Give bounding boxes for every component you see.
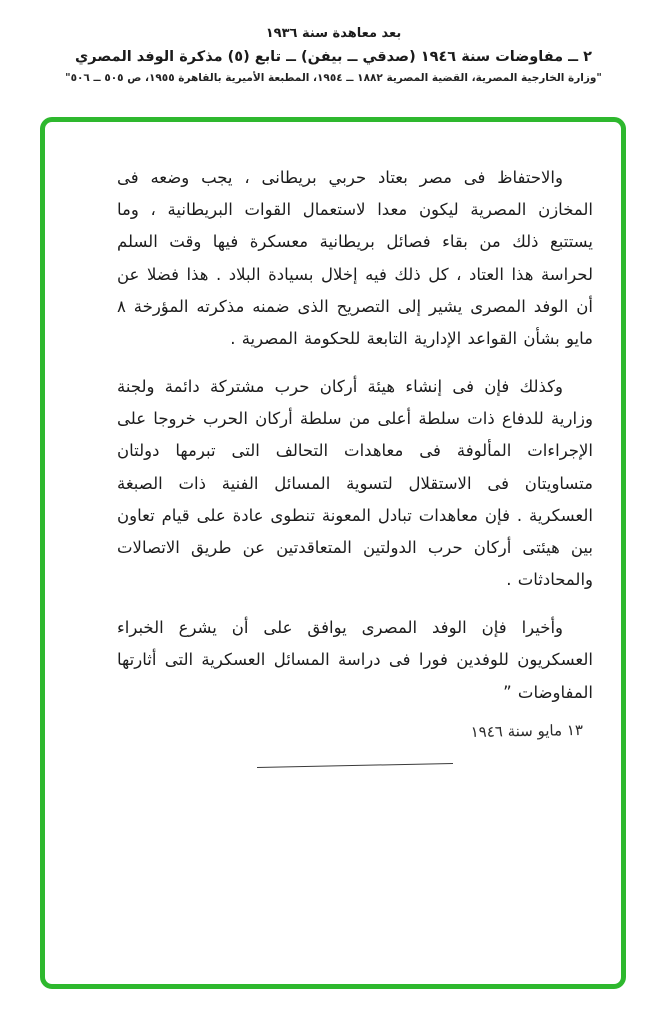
paragraph: وأخيرا فإن الوفد المصرى يوافق على أن يشرع الخبراء العسكريون للوفدين فورا فى دراسة المسائل العسكرية التى أثارتها المفاوضات ”	[117, 618, 593, 702]
date-line: ١٣ مايو سنة ١٩٤٦	[470, 720, 584, 741]
source-citation: "وزارة الخارجية المصرية، القضية المصرية ١٨٨٢ ــ ١٩٥٤، المطبعة الأميرية بالقاهرة ١٩٥٥، ص ٥٠٥ ــ ٥٠٦"	[65, 72, 602, 84]
section-title: بعد معاهدة سنة ١٩٣٦	[265, 26, 402, 41]
document-title: ٢ ــ مفاوضات سنة ١٩٤٦ (صدقي ــ بيفن) ــ تابع (٥) مذكرة الوفد المصري	[75, 49, 592, 65]
document-header	[0, 0, 667, 84]
document-body	[45, 122, 621, 766]
separator-line	[257, 763, 453, 768]
paragraph: وكذلك فإن فى إنشاء هيئة أركان حرب مشتركة دائمة ولجنة وزارية للدفاع ذات سلطة أعلى من سلطة أركان الحرب خروجا على الإجراءات المألوفة فى معاهدات التحالف التى تبرمها دولتان متساويتان فى الاستقلال لتسوية المسائل الفنية ذات الصبغة العسكرية . فإن معاهدات تبادل المعونة تنطوى عادة على قيام تعاون بين هيئتى أركان حرب الدولتين المتعاقدتين عن طريق الاتصالات والمحادثات .	[117, 377, 593, 590]
document-scan-frame	[40, 117, 626, 989]
paragraph: والاحتفاظ فى مصر بعتاد حربي بريطانى ، يجب وضعه فى المخازن المصرية ليكون معدا لاستعمال القوات البريطانية ، وما يستتبع ذلك من بقاء فصائل بريطانية معسكرة فيها وقت السلم لحراسة هذا العتاد ، كل ذلك فيه إخلال بسيادة البلاد . هذا فضلا عن أن الوفد المصرى يشير إلى التصريح الذى ضمنه مذكرته المؤرخة ٨ مايو بشأن القواعد الإدارية التابعة للحكومة المصرية .	[117, 168, 593, 348]
